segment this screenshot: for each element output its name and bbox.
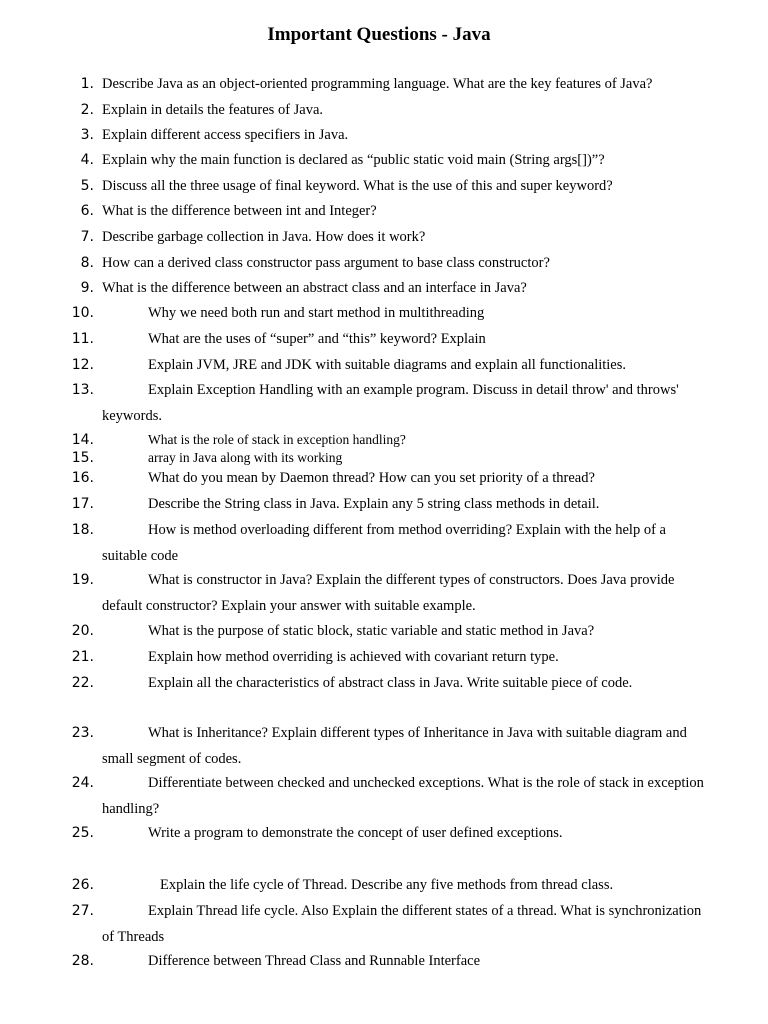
question-text: What is constructor in Java? Explain the different types of constructors. Does Java provide default constructor? Explain your answer with suitable example. — [102, 572, 675, 614]
question-text: Explain Thread life cycle. Also Explain the different states of a thread. What is synchronization of Threads — [102, 903, 702, 945]
question-number: 16. — [71, 470, 94, 486]
question-number: 12. — [71, 357, 94, 373]
question-number: 21. — [71, 649, 94, 665]
question-text: Explain Exception Handling with an example program. Discuss in detail throw' and throws' keywords. — [102, 382, 679, 424]
question-text: Explain how method overriding is achieved with covariant return type. — [148, 649, 559, 665]
question-number: 24. — [71, 775, 94, 791]
question-text: Describe Java as an object-oriented programming language. What are the key features of Java? — [102, 76, 653, 92]
question-text: Write a program to demonstrate the concept of user defined exceptions. — [148, 825, 563, 841]
question-number: 25. — [71, 825, 94, 841]
question-text: Explain the life cycle of Thread. Describe any five methods from thread class. — [160, 877, 614, 893]
question-number: 6. — [80, 203, 94, 219]
question-text: Discuss all the three usage of final keyword. What is the use of this and super keyword? — [102, 178, 613, 194]
question-text: Difference between Thread Class and Runnable Interface — [148, 953, 481, 969]
question-text: How is method overloading different from method overriding? Explain with the help of a suitable code — [102, 522, 666, 564]
question-text: What is the role of stack in exception handling? — [148, 432, 406, 447]
question-number: 1. — [80, 76, 94, 92]
question-number: 3. — [80, 127, 94, 143]
question-text: array in Java along with its working — [148, 450, 343, 465]
question-text: Describe the String class in Java. Explain any 5 string class methods in detail. — [148, 496, 600, 512]
question-text: What is the difference between an abstract class and an interface in Java? — [102, 280, 527, 296]
question-number: 11. — [71, 331, 94, 347]
question-number: 14. — [71, 432, 94, 448]
question-number: 28. — [71, 953, 94, 969]
question-text: Differentiate between checked and unchecked exceptions. What is the role of stack in exception handling? — [102, 775, 704, 817]
question-text: What are the uses of “super” and “this” keyword? Explain — [148, 331, 486, 347]
question-text: Explain JVM, JRE and JDK with suitable diagrams and explain all functionalities. — [148, 357, 627, 373]
question-number: 9. — [80, 280, 94, 296]
question-text: Explain in details the features of Java. — [102, 102, 324, 118]
question-number: 7. — [80, 229, 94, 245]
question-number: 26. — [71, 877, 94, 893]
question-number: 20. — [71, 623, 94, 639]
question-text: What is Inheritance? Explain different types of Inheritance in Java with suitable diagram and small segment of codes. — [102, 725, 687, 767]
question-text: Describe garbage collection in Java. How does it work? — [102, 229, 426, 245]
question-number: 8. — [80, 255, 94, 271]
question-number: 15. — [71, 450, 94, 466]
question-number: 22. — [71, 675, 94, 691]
question-number: 13. — [71, 382, 94, 398]
question-number: 18. — [71, 522, 94, 538]
question-number: 17. — [71, 496, 94, 512]
question-text: What do you mean by Daemon thread? How can you set priority of a thread? — [148, 470, 595, 486]
question-number: 23. — [71, 725, 94, 741]
page-title: Important Questions - Java — [267, 24, 491, 45]
question-text: Explain why the main function is declared as “public static void main (String args[])”? — [102, 152, 605, 168]
question-text: What is the purpose of static block, static variable and static method in Java? — [148, 623, 595, 639]
question-number: 2. — [80, 102, 94, 118]
question-number: 4. — [80, 152, 94, 168]
question-number: 10. — [71, 305, 94, 321]
question-number: 5. — [80, 178, 94, 194]
question-text: Why we need both run and start method in multithreading — [148, 305, 485, 321]
question-number: 27. — [71, 903, 94, 919]
question-number: 19. — [71, 572, 94, 588]
question-text: What is the difference between int and Integer? — [102, 203, 377, 219]
question-text: Explain different access specifiers in Java. — [102, 127, 349, 143]
question-text: How can a derived class constructor pass argument to base class constructor? — [102, 255, 550, 271]
question-text: Explain all the characteristics of abstract class in Java. Write suitable piece of code. — [148, 675, 633, 691]
